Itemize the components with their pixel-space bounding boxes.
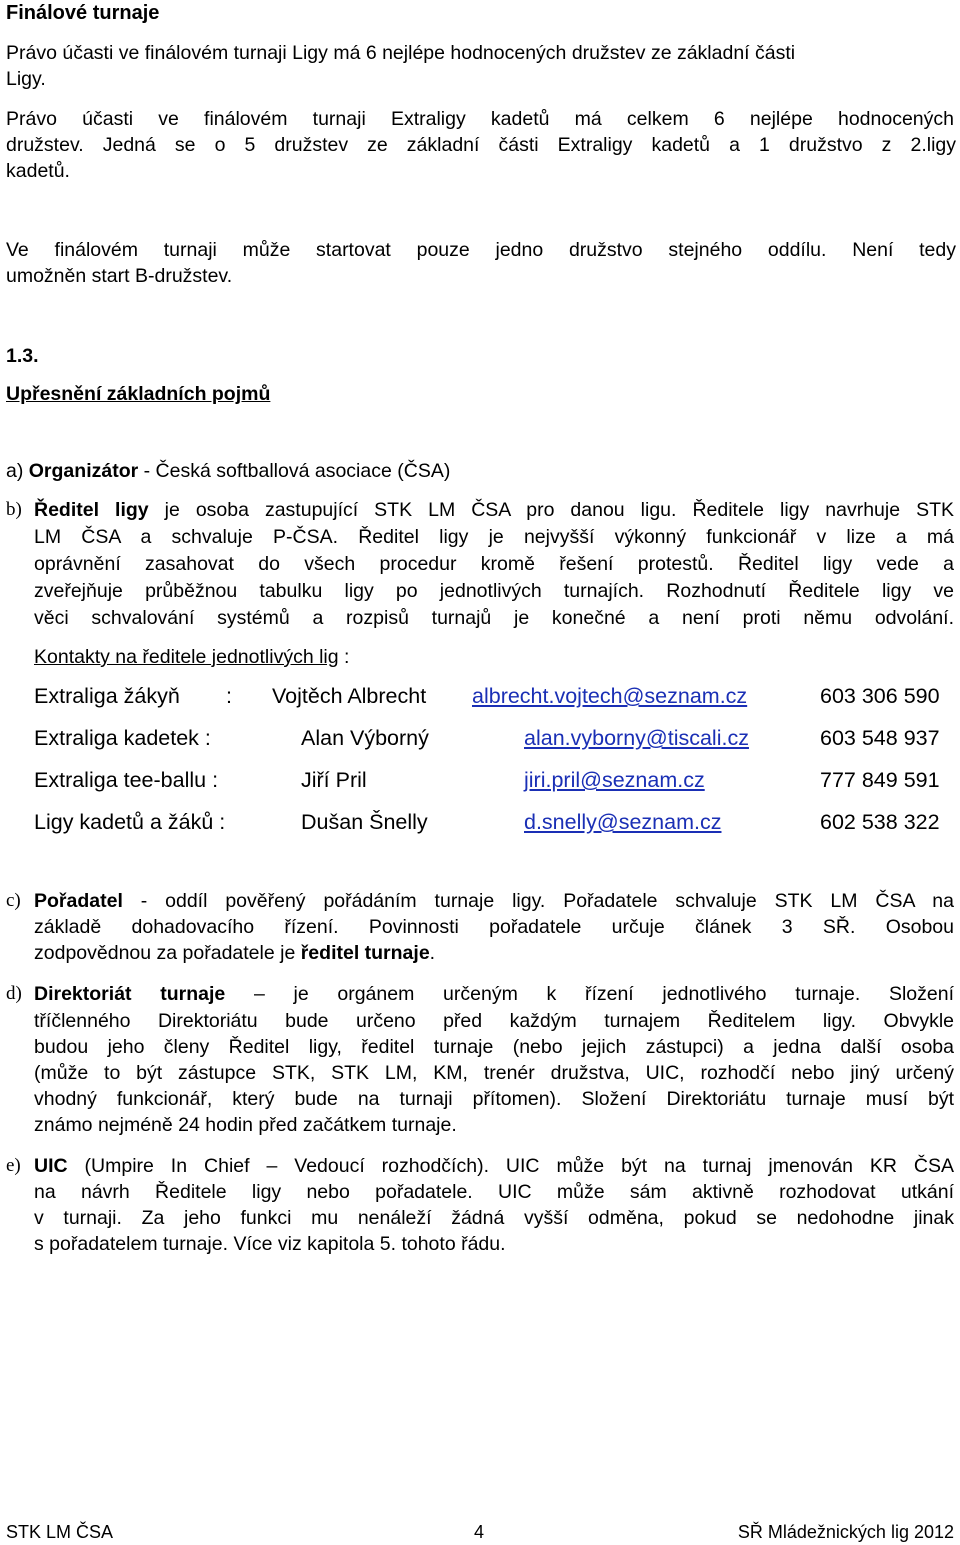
contact-name: Dušan Šnelly [301,810,428,834]
contact-name: Jiří Pril [301,768,367,792]
item-marker: c) [6,890,21,911]
item-e-line [34,1153,954,1179]
item-d-line: známo nejméně 24 hodin před začátkem turnaje. [34,1114,457,1136]
paragraph-line: družstev. Jedná se o 5 družstev ze základní části Extraligy kadetů a 1 družstvo z 2.ligy [6,134,956,156]
section-title: Upřesnění základních pojmů [6,383,271,405]
item-d-line: tříčlenného Direktoriátu bude určeno před každým turnajem Ředitelem ligy. Obvykle [34,1010,954,1032]
item-e-line: s pořadatelem turnaje. Více viz kapitola 5. tohoto řádu. [34,1233,506,1255]
item-marker: a) [6,460,24,482]
contact-email-link[interactable]: albrecht.vojtech@seznam.cz [472,684,748,708]
item-text: (Umpire In Chief – Vedoucí rozhodčích). UIC může být na turnaj jmenován KR ČSA [67,1155,954,1177]
paragraph-line: Právo účasti ve finálovém turnaji Ligy má 6 nejlépe hodnocených družstev ze základní části [6,42,796,64]
item-text: zodpovědnou za pořadatele je [34,942,301,964]
item-d-line [34,981,954,1007]
term-reditel-ligy: Ředitel ligy [34,499,149,521]
contact-email-link[interactable]: alan.vyborny@tiscali.cz [524,726,749,750]
contact-email-link[interactable]: jiri.pril@seznam.cz [524,768,705,792]
item-a [6,458,450,484]
item-text: – je orgánem určeným k řízení jednotlivého turnaje. Složení [225,983,954,1005]
item-marker: d) [6,983,22,1004]
item-e-line: v turnaji. Za jeho funkci mu nenáleží žádná vyšší odměna, pokud se nedohodne jinak [34,1207,954,1229]
item-text: - Česká softballová asociace (ČSA) [138,460,451,482]
page-number: 4 [474,1522,485,1542]
item-c-line: základě dohadovacího řízení. Povinnosti pořadatele určuje článek 3 SŘ. Osobou [34,916,954,938]
contact-league: Extraliga tee-ballu : [34,768,219,792]
section-heading: Finálové turnaje [6,2,160,24]
contact-league: Ligy kadetů a žáků : [34,810,226,834]
contact-phone: 777 849 591 [820,768,940,792]
contact-name: Alan Výborný [301,726,429,750]
item-e-line: na návrh Ředitele ligy nebo pořadatele. UIC může sám aktivně rozhodovat utkání [34,1181,954,1203]
item-marker: e) [6,1155,21,1176]
item-b-line [34,497,954,523]
paragraph-line: Právo účasti ve finálovém turnaji Extraligy kadetů má celkem 6 nejlépe hodnocených [6,108,954,130]
contact-phone: 602 538 322 [820,810,940,834]
item-text: je osoba zastupující STK LM ČSA pro danou ligu. Ředitele ligy navrhuje STK [148,499,954,521]
paragraph-line: umožněn start B-družstev. [6,265,233,287]
term-reditel-turnaje: ředitel turnaje [300,942,430,964]
item-d-line: budou jeho členy Ředitel ligy, ředitel turnaje (nebo jejich zástupci) a jedna další osoba [34,1036,954,1058]
item-text: . [429,942,436,964]
footer-right: SŘ Mládežnických lig 2012 [737,1522,954,1542]
item-b-line: oprávnění zasahovat do všech procedur kromě řešení protestů. Ředitel ligy vede a [34,553,954,575]
contact-separator: : [226,684,232,708]
paragraph-line: Ve finálovém turnaji může startovat pouze jedno družstvo stejného oddílu. Není tedy [6,239,956,261]
item-b-line: zveřejňuje průběžnou tabulku ligy po jednotlivých turnajích. Rozhodnutí Ředitele ligy ve [34,580,954,602]
contact-name: Vojtěch Albrecht [272,684,427,708]
item-b-line: věci schvalování systémů a rozpisů turnajů je konečné a není proti němu odvolání. [34,607,954,629]
paragraph-line: kadetů. [6,160,70,182]
item-d-line: vhodný funkcionář, který bude na turnaji přítomen). Složení Direktoriátu turnaje musí být [34,1088,954,1110]
term-uic: UIC [34,1155,68,1177]
contact-league: Extraliga kadetek : [34,726,211,750]
footer-left: STK LM ČSA [6,1522,114,1542]
item-c-line [34,940,435,966]
contact-email-link[interactable]: d.snelly@seznam.cz [524,810,722,834]
contacts-colon: : [338,646,350,668]
paragraph-line: Ligy. [6,68,46,90]
item-c-line [34,888,954,914]
item-d-line: (může to být zástupce STK, STK LM, KM, trenér družstva, UIC, rozhodčí nebo jiný určený [34,1062,954,1084]
section-number: 1.3. [6,345,39,367]
term-organizator: Organizátor [28,460,139,482]
term-poradatel: Pořadatel [34,890,123,912]
item-b-line: LM ČSA a schvaluje P-ČSA. Ředitel ligy je nejvyšší výkonný funkcionář v lize a má [34,526,954,548]
contacts-title: Kontakty na ředitele jednotlivých lig [34,646,339,668]
term-direktoriat: Direktoriát turnaje [34,983,226,1005]
contact-phone: 603 306 590 [820,684,940,708]
item-marker: b) [6,499,22,520]
contacts-heading [34,644,349,670]
contact-phone: 603 548 937 [820,726,940,750]
contact-league: Extraliga žákyň [34,684,180,708]
item-text: - oddíl pověřený pořádáním turnaje ligy. Pořadatele schvaluje STK LM ČSA na [122,890,954,912]
